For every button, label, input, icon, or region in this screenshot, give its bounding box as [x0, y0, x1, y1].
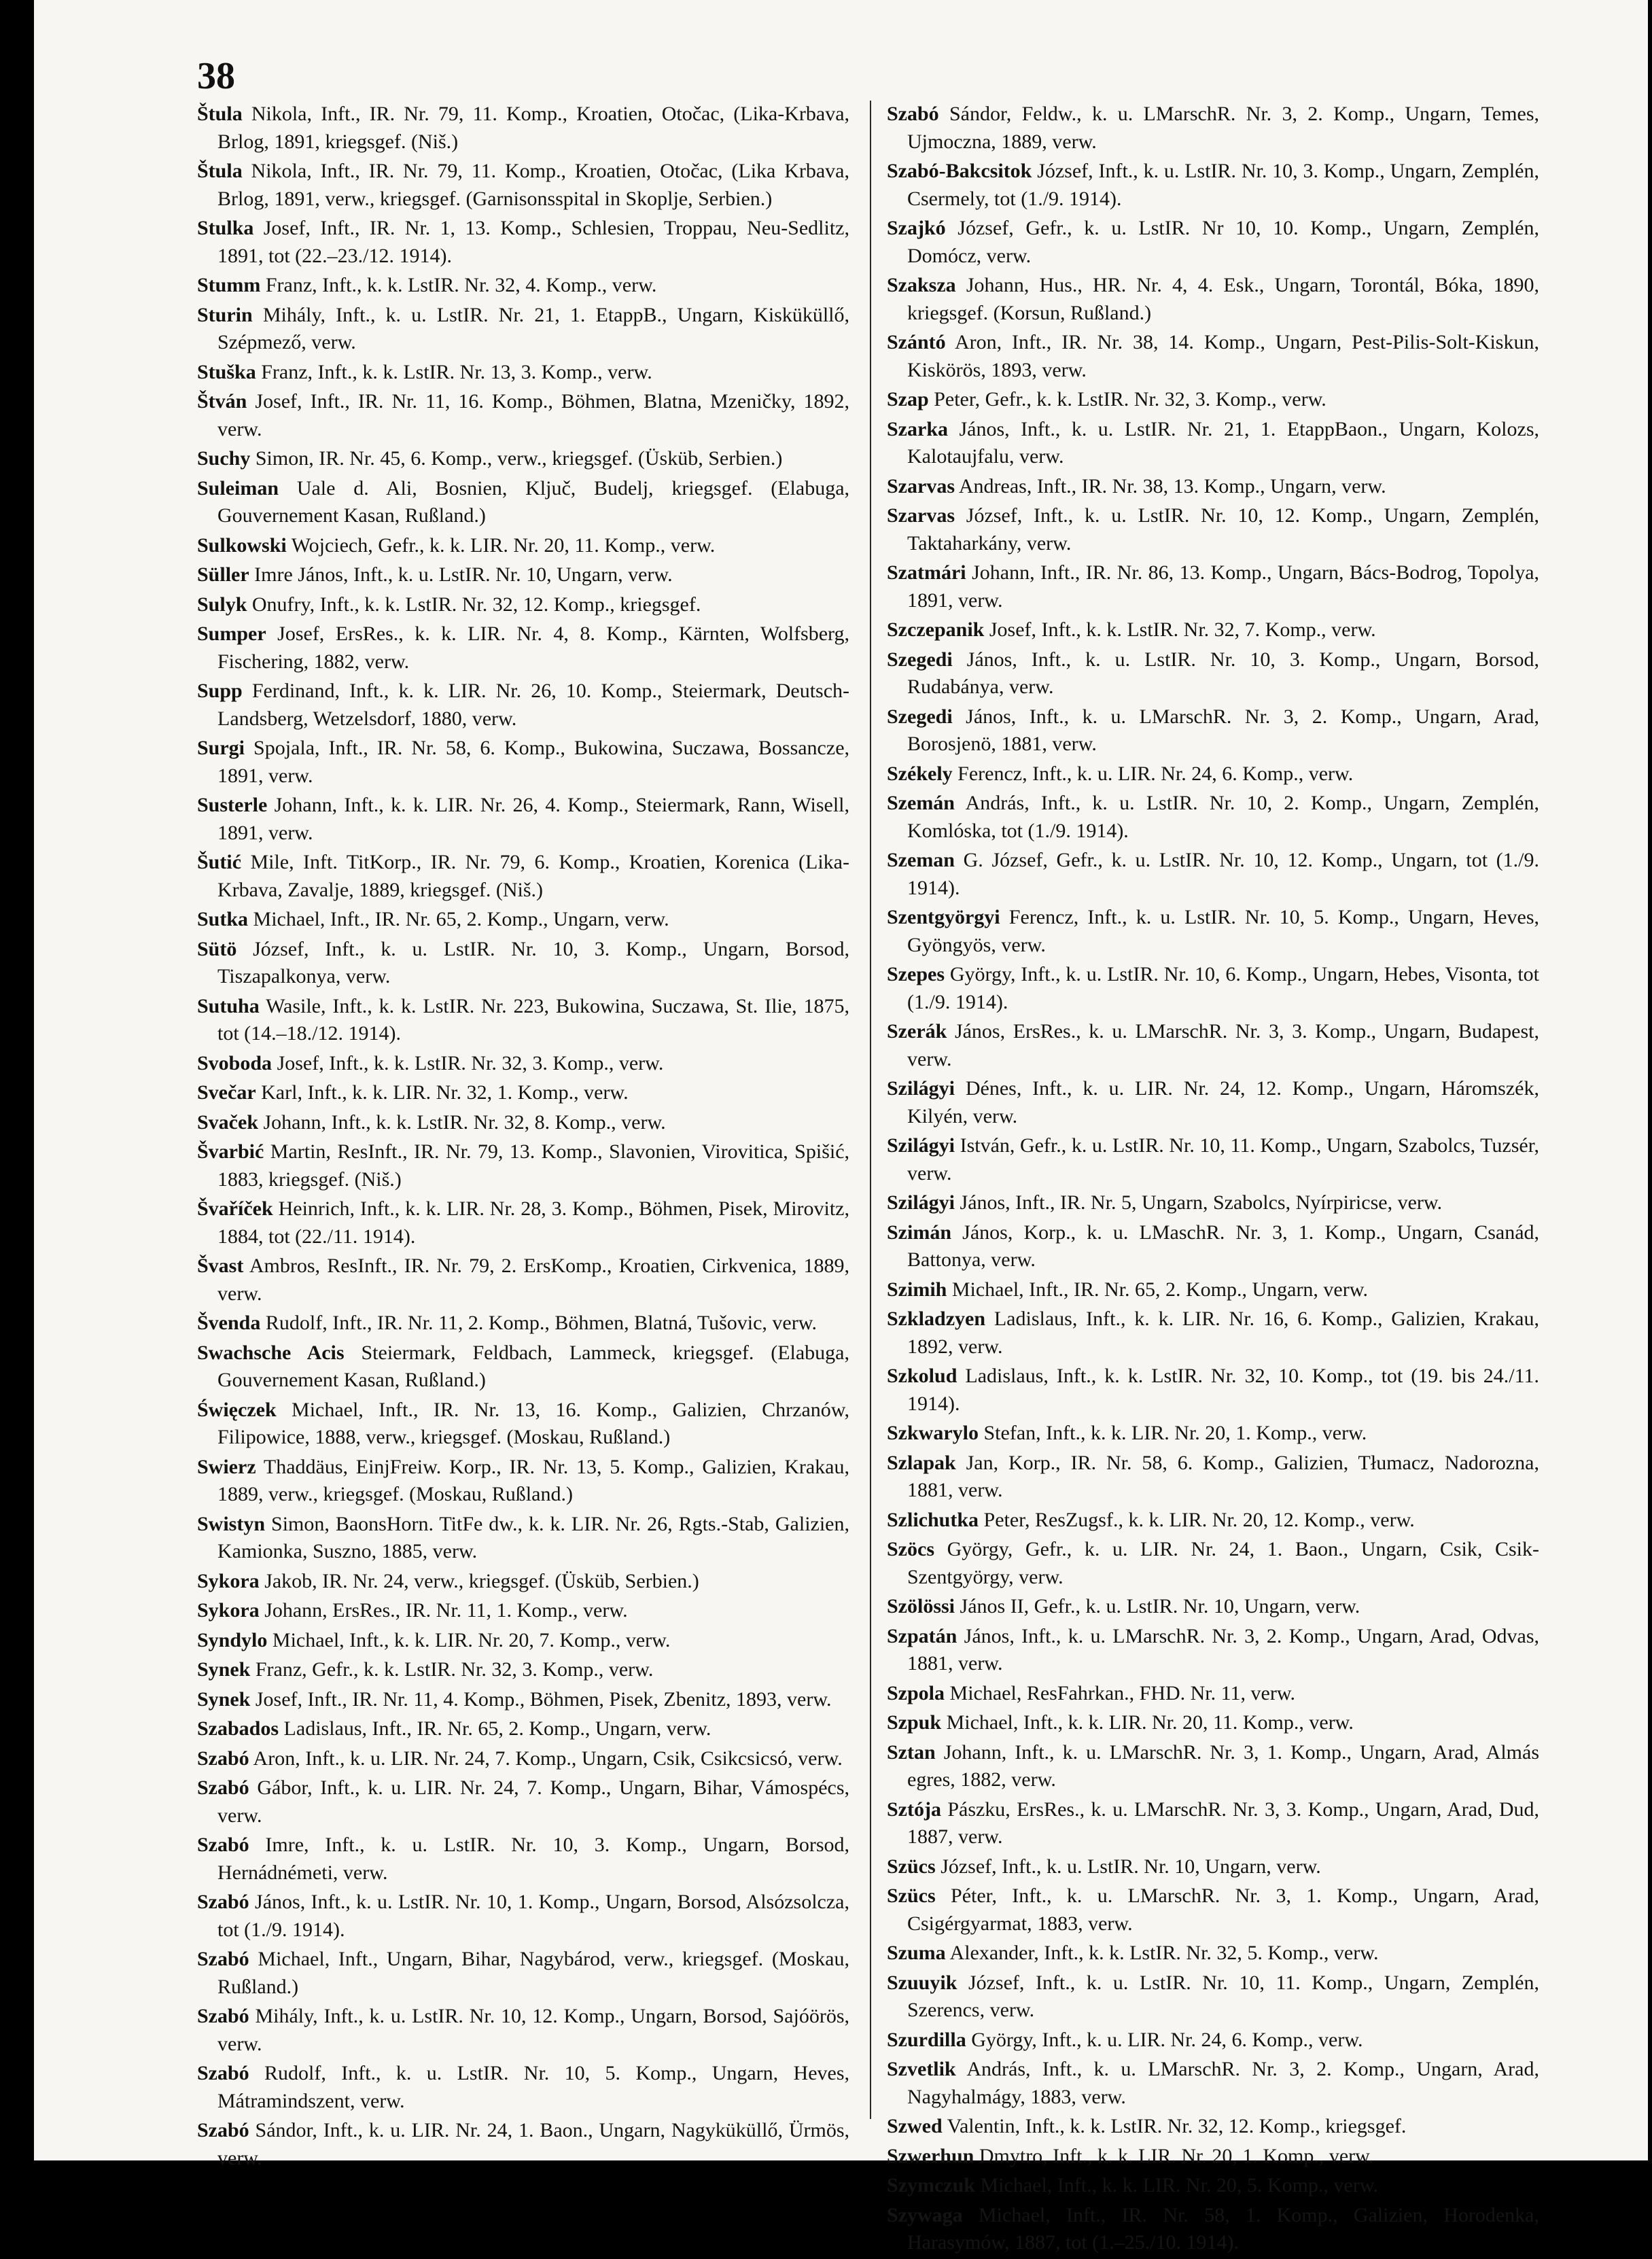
register-entry — [887, 2172, 1539, 2200]
entry-details: Andreas, Inft., IR. Nr. 38, 13. Komp., Ungarn, verw. — [958, 474, 1386, 497]
register-entry — [197, 158, 849, 213]
entry-details: Dmytro, Inft., k. k. LIR. Nr. 20, 1. Komp., verw. — [979, 2144, 1374, 2167]
register-entry — [887, 1680, 1539, 1708]
register-entry — [887, 1189, 1539, 1217]
entry-details: György, Gefr., k. u. LIR. Nr. 24, 1. Baon., Ungarn, Csik, Csik-Szentgyörgy, verw. — [907, 1538, 1540, 1588]
entry-details: Wasile, Inft., k. k. LstIR. Nr. 223, Bukowina, Suczawa, St. Ilie, 1875, tot (14.–18./12. 1914). — [217, 994, 849, 1045]
register-entry — [197, 1832, 849, 1887]
entry-details: Nikola, Inft., IR. Nr. 79, 11. Komp., Kroatien, Otočac, (Lika-Krbava, Brlog, 1891, kriegsgef. (Niš.) — [217, 103, 850, 153]
entry-details: Franz, Inft., k. k. LstIR. Nr. 13, 3. Komp., verw. — [261, 360, 652, 383]
entry-details: Thaddäus, EinjFreiw. Korp., IR. Nr. 13, 5. Komp., Galizien, Krakau, 1889, verw., kriegsgef. (Moskau, Rußland.) — [217, 1455, 849, 1505]
register-entry — [887, 1219, 1539, 1274]
register-entry — [887, 1507, 1539, 1535]
document-page — [34, 0, 1648, 2254]
entry-surname: Szpatán — [887, 1624, 957, 1647]
entry-details: János, Inft., k. u. LMarschR. Nr. 3, 2. Komp., Ungarn, Arad, Borosjenö, 1881, verw. — [907, 705, 1539, 755]
entry-surname: Szkolud — [887, 1365, 957, 1387]
register-entry — [887, 2202, 1539, 2257]
entry-details: Mihály, Inft., k. u. LstIR. Nr. 10, 12. Komp., Ungarn, Borsod, Sajóörös, verw. — [217, 2005, 849, 2055]
entry-surname: Szurdilla — [887, 2028, 966, 2051]
entry-surname: Szántó — [887, 331, 946, 353]
entry-surname: Sutka — [197, 908, 249, 930]
entry-details: Josef, ErsRes., k. k. LIR. Nr. 4, 8. Komp., Kärnten, Wolfsberg, Fischering, 1882, verw. — [217, 623, 849, 673]
register-entry — [197, 591, 849, 619]
entry-details: Nikola, Inft., IR. Nr. 79, 11. Komp., Kroatien, Otočac, (Lika Krbava, Brlog, 1891, verw., kriegsgef. (Garnisonsspital in Skoplje, Serbien.) — [217, 160, 849, 210]
register-entry — [887, 1536, 1539, 1591]
entry-details: János, Inft., k. u. LstIR. Nr. 10, 1. Komp., Ungarn, Borsod, Alsózsolcza, tot (1./9. 1914). — [217, 1891, 849, 1941]
register-entry — [197, 1253, 849, 1308]
entry-surname: Suleiman — [197, 476, 279, 500]
entry-surname: Święczek — [197, 1398, 277, 1421]
register-entry — [197, 101, 849, 156]
right-column — [887, 101, 1539, 2259]
entry-surname: Švast — [197, 1255, 244, 1277]
entry-surname: Sztan — [887, 1740, 936, 1764]
entry-surname: Szölössi — [887, 1595, 955, 1617]
entry-details: Heinrich, Inft., k. k. LIR. Nr. 28, 3. Komp., Böhmen, Pisek, Mirovitz, 1884, tot (22./11. 1914). — [217, 1197, 850, 1248]
register-entry — [887, 1853, 1539, 1881]
register-entry — [197, 1195, 849, 1250]
entry-surname: Szabó — [197, 1948, 249, 1970]
entry-details: Johann, Inft., k. u. LMarschR. Nr. 3, 1. Komp., Ungarn, Arad, Almás egres, 1882, verw. — [907, 1740, 1540, 1791]
entry-details: Michael, Inft., k. k. LIR. Nr. 20, 11. Komp., verw. — [946, 1711, 1354, 1734]
entry-surname: Švaříček — [197, 1197, 273, 1220]
entry-details: Johann, Inft., k. k. LIR. Nr. 26, 4. Komp., Steiermark, Rann, Wisell, 1891, verw. — [217, 794, 850, 844]
entry-details: Spojala, Inft., IR. Nr. 58, 6. Komp., Bukowina, Suczawa, Bossancze, 1891, verw. — [217, 737, 850, 787]
entry-surname: Szabó — [197, 2005, 249, 2027]
entry-details: Ferencz, Inft., k. u. LIR. Nr. 24, 6. Komp., verw. — [957, 762, 1354, 785]
entry-surname: Surgi — [197, 737, 245, 759]
entry-surname: Szegedi — [887, 705, 953, 728]
entry-surname: Szkladzyen — [887, 1308, 986, 1330]
entry-surname: Swachsche Acis — [197, 1341, 345, 1364]
entry-surname: Szabó — [197, 2062, 249, 2084]
entry-details: Michael, Inft., IR. Nr. 65, 2. Komp., Ungarn, verw. — [253, 908, 669, 930]
entry-surname: Szepes — [887, 963, 945, 985]
register-entry — [197, 1050, 849, 1078]
entry-surname: Szuuyik — [887, 1971, 957, 1994]
entry-details: Jakob, IR. Nr. 24, verw., kriegsgef. (Üsküb, Serbien.) — [264, 1569, 699, 1592]
register-entry — [887, 2027, 1539, 2054]
register-entry — [197, 215, 849, 270]
entry-surname: Svečar — [197, 1081, 256, 1104]
entry-details: Wojciech, Gefr., k. k. LIR. Nr. 20, 11. Komp., verw. — [291, 533, 716, 557]
register-entry — [887, 416, 1539, 471]
entry-details: András, Inft., k. u. LstIR. Nr. 10, 2. Komp., Ungarn, Zemplén, Komlóska, tot (1./9. 1914). — [907, 792, 1539, 842]
entry-surname: Szimán — [887, 1221, 952, 1244]
entry-details: János II, Gefr., k. u. LstIR. Nr. 10, Ungarn, verw. — [960, 1595, 1360, 1617]
register-entry — [887, 272, 1539, 327]
register-entry — [887, 1709, 1539, 1737]
register-entry — [197, 1946, 849, 2001]
register-entry — [887, 1940, 1539, 1967]
entry-surname: Sumper — [197, 623, 266, 645]
entry-details: György, Inft., k. u. LstIR. Nr. 10, 6. Komp., Ungarn, Hebes, Visonta, tot (1./9. 1914). — [907, 963, 1540, 1013]
register-entry — [197, 475, 849, 530]
entry-details: György, Inft., k. u. LIR. Nr. 24, 6. Komp., verw. — [971, 2028, 1363, 2051]
register-entry — [887, 329, 1539, 384]
entry-surname: Sulyk — [197, 593, 247, 616]
register-entry — [197, 792, 849, 847]
register-entry — [887, 502, 1539, 557]
entry-details: Peter, Gefr., k. k. LstIR. Nr. 32, 3. Komp., verw. — [934, 388, 1326, 410]
entry-surname: Swierz — [197, 1455, 256, 1478]
entry-surname: Stumm — [197, 274, 261, 296]
entry-details: Péter, Inft., k. u. LMarschR. Nr. 3, 1. Komp., Ungarn, Arad, Csigérgyarmat, 1883, verw. — [907, 1885, 1540, 1935]
entry-details: Michael, Inft., IR. Nr. 58, 1. Komp., Galizien, Horodenka, Harasymów, 1887, tot (1.–25./10. 1914). — [907, 2203, 1540, 2254]
register-entry — [887, 1796, 1539, 1851]
register-entry — [197, 2003, 849, 2058]
register-entry — [197, 445, 849, 473]
register-entry — [887, 559, 1539, 614]
entry-details: András, Inft., k. u. LMarschR. Nr. 3, 2. Komp., Ungarn, Arad, Nagyhalmágy, 1883, verw. — [907, 2058, 1539, 2108]
entry-details: Aron, Inft., IR. Nr. 38, 14. Komp., Ungarn, Pest-Pilis-Solt-Kiskun, Kiskörös, 1893, verw. — [907, 331, 1539, 381]
register-entry — [197, 561, 849, 589]
entry-details: Sándor, Inft., k. u. LIR. Nr. 24, 1. Baon., Ungarn, Nagyküküllő, Ürmös, verw. — [217, 2119, 849, 2169]
register-entry — [887, 473, 1539, 501]
entry-surname: Szuma — [887, 1942, 946, 1964]
register-entry — [887, 1593, 1539, 1621]
entry-surname: Szvetlik — [887, 2058, 956, 2080]
entry-details: Jan, Korp., IR. Nr. 58, 6. Komp., Galizien, Tłumacz, Nadorozna, 1881, verw. — [907, 1451, 1540, 1501]
entry-surname: Szabados — [197, 1717, 279, 1740]
entry-details: Michael, Inft., k. k. LIR. Nr. 20, 5. Komp., verw. — [980, 2174, 1378, 2196]
register-entry — [197, 302, 849, 357]
register-entry — [197, 1138, 849, 1193]
entry-details: Stefan, Inft., k. k. LIR. Nr. 20, 1. Komp., verw. — [983, 1422, 1367, 1444]
entry-details: Franz, Gefr., k. k. LstIR. Nr. 32, 3. Komp., verw. — [255, 1658, 654, 1681]
entry-details: Karl, Inft., k. k. LIR. Nr. 32, 1. Komp., verw. — [261, 1081, 629, 1104]
entry-details: János, Korp., k. u. LMaschR. Nr. 3, 1. Komp., Ungarn, Csanád, Battonya, verw. — [907, 1221, 1540, 1271]
entry-surname: Šutić — [197, 851, 242, 873]
entry-surname: Sutuha — [197, 994, 260, 1017]
entry-surname: Szilágyi — [887, 1134, 955, 1157]
entry-details: Alexander, Inft., k. k. LstIR. Nr. 32, 5. Komp., verw. — [949, 1942, 1379, 1964]
entry-surname: Štván — [197, 390, 247, 413]
register-entry — [887, 2113, 1539, 2141]
entry-details: Uale d. Ali, Bosnien, Ključ, Budelj, kriegsgef. (Elabuga, Gouvernement Kasan, Rußland.) — [217, 476, 850, 527]
entry-surname: Supp — [197, 680, 243, 702]
register-entry — [887, 386, 1539, 414]
entry-details: József, Inft., k. u. LstIR. Nr. 10, 3. Komp., Ungarn, Borsod, Tiszapalkonya, verw. — [217, 937, 849, 987]
entry-surname: Szentgyörgyi — [887, 906, 1000, 928]
entry-details: Ferdinand, Inft., k. k. LIR. Nr. 26, 10. Komp., Steiermark, Deutsch-Landsberg, Wetzelsdorf, 1880, verw. — [217, 680, 850, 730]
entry-details: János, Inft., k. u. LMarschR. Nr. 3, 2. Komp., Ungarn, Arad, Odvas, 1881, verw. — [907, 1624, 1540, 1675]
register-entry — [197, 849, 849, 904]
register-entry — [197, 1686, 849, 1714]
entry-details: Ferencz, Inft., k. u. LstIR. Nr. 10, 5. Komp., Ungarn, Heves, Gyöngyös, verw. — [907, 906, 1540, 956]
entry-surname: Szywaga — [887, 2203, 963, 2226]
entry-details: József, Inft., k. u. LstIR. Nr. 10, 12. Komp., Ungarn, Zemplén, Taktaharkány, verw. — [907, 504, 1540, 555]
entry-surname: Štula — [197, 160, 243, 182]
entry-details: Johann, ErsRes., IR. Nr. 11, 1. Komp., verw. — [264, 1599, 628, 1622]
entry-details: Michael, Inft., k. k. LIR. Nr. 20, 7. Komp., verw. — [272, 1628, 671, 1651]
entry-surname: Szajkó — [887, 217, 946, 239]
entry-surname: Synek — [197, 1658, 251, 1681]
entry-surname: Szabó — [197, 1891, 249, 1913]
entry-details: Pászku, ErsRes., k. u. LMarschR. Nr. 3, 3. Komp., Ungarn, Arad, Dud, 1887, verw. — [907, 1798, 1540, 1848]
register-entry — [887, 1739, 1539, 1794]
entry-surname: Szöcs — [887, 1538, 934, 1560]
register-entry — [887, 2056, 1539, 2111]
entry-details: Josef, Inft., IR. Nr. 11, 16. Komp., Böhmen, Blatna, Mzeničky, 1892, verw. — [217, 390, 849, 440]
column-divider — [870, 101, 871, 2119]
entry-surname: Sturin — [197, 303, 253, 326]
entry-surname: Szatmári — [887, 561, 966, 584]
entry-details: Rudolf, Inft., IR. Nr. 11, 2. Komp., Böhmen, Blatná, Tušovic, verw. — [265, 1312, 817, 1334]
entry-surname: Szymczuk — [887, 2174, 975, 2196]
entry-surname: Svoboda — [197, 1051, 273, 1074]
entry-surname: Süller — [197, 563, 249, 586]
entry-surname: Sykora — [197, 1599, 260, 1622]
register-entry — [197, 678, 849, 733]
register-entry — [197, 1109, 849, 1137]
entry-details: Ladislaus, Inft., k. k. LIR. Nr. 16, 6. Komp., Galizien, Krakau, 1892, verw. — [907, 1308, 1539, 1358]
register-entry — [197, 1597, 849, 1625]
register-entry — [887, 1623, 1539, 1678]
entry-details: József, Inft., k. u. LstIR. Nr. 10, Ungarn, verw. — [941, 1855, 1321, 1878]
entry-surname: Szabó — [197, 1776, 249, 1799]
entry-surname: Svaček — [197, 1110, 258, 1134]
entry-details: Dénes, Inft., k. u. LIR. Nr. 24, 12. Komp., Ungarn, Háromszék, Kilyén, verw. — [907, 1077, 1539, 1127]
register-entry — [887, 2143, 1539, 2171]
register-entry — [887, 760, 1539, 788]
entry-details: Josef, Inft., k. k. LstIR. Nr. 32, 7. Komp., verw. — [989, 618, 1376, 641]
entry-surname: Szücs — [887, 1855, 936, 1878]
entry-surname: Szeman — [887, 849, 955, 871]
entry-surname: Szaksza — [887, 274, 956, 296]
register-entry — [887, 1075, 1539, 1130]
entry-surname: Szabó — [197, 1747, 249, 1770]
register-entry — [197, 906, 849, 934]
entry-details: Michael, Inft., Ungarn, Bihar, Nagybárod, verw., kriegsgef. (Moskau, Rußland.) — [217, 1948, 849, 1998]
entry-surname: Swistyn — [197, 1512, 266, 1535]
register-entry — [887, 158, 1539, 213]
left-column — [197, 101, 849, 2174]
register-entry — [887, 1276, 1539, 1304]
register-entry — [197, 620, 849, 676]
register-entry — [887, 1882, 1539, 1938]
entry-surname: Szilágyi — [887, 1191, 955, 1214]
entry-details: Johann, Inft., IR. Nr. 86, 13. Komp., Ungarn, Bács-Bodrog, Topolya, 1891, verw. — [907, 561, 1540, 612]
entry-details: Franz, Inft., k. k. LstIR. Nr. 32, 4. Komp., verw. — [265, 274, 657, 296]
entry-surname: Stulka — [197, 217, 254, 239]
register-entry — [887, 1420, 1539, 1448]
entry-surname: Szemán — [887, 792, 955, 814]
entry-surname: Syndylo — [197, 1628, 268, 1651]
register-entry — [887, 1450, 1539, 1505]
entry-details: Simon, IR. Nr. 45, 6. Komp., verw., kriegsgef. (Üsküb, Serbien.) — [255, 447, 783, 470]
entry-surname: Szarvas — [887, 504, 955, 527]
entry-surname: Sykora — [197, 1569, 260, 1592]
register-entry — [887, 646, 1539, 701]
entry-details: Ladislaus, Inft., IR. Nr. 65, 2. Komp., Ungarn, verw. — [283, 1717, 711, 1740]
entry-surname: Sztója — [887, 1798, 941, 1821]
entry-details: Imre János, Inft., k. u. LstIR. Nr. 10, Ungarn, verw. — [254, 563, 673, 586]
entry-details: János, Inft., k. u. LstIR. Nr. 21, 1. EtappBaon., Ungarn, Kolozs, Kalotaujfalu, verw. — [907, 417, 1540, 468]
entry-details: Rudolf, Inft., k. u. LstIR. Nr. 10, 5. Komp., Ungarn, Heves, Mátramindszent, verw. — [217, 2062, 849, 2112]
register-entry — [887, 1132, 1539, 1187]
entry-details: Ambros, ResInft., IR. Nr. 79, 2. ErsKomp., Kroatien, Cirkvenica, 1889, verw. — [217, 1255, 849, 1305]
register-entry — [197, 532, 849, 560]
entry-surname: Szegedi — [887, 648, 953, 671]
entry-surname: Szücs — [887, 1885, 936, 1907]
entry-details: Johann, Hus., HR. Nr. 4, 4. Esk., Ungarn, Torontál, Bóka, 1890, kriegsgef. (Korsun, Rußland.) — [907, 274, 1540, 324]
register-entry — [197, 735, 849, 790]
register-entry — [197, 388, 849, 443]
entry-details: Josef, Inft., IR. Nr. 11, 4. Komp., Böhmen, Pisek, Zbenitz, 1893, verw. — [255, 1687, 832, 1711]
register-entry — [197, 1339, 849, 1395]
entry-details: József, Gefr., k. u. LstIR. Nr 10, 10. Komp., Ungarn, Zemplén, Domócz, verw. — [907, 217, 1539, 267]
entry-surname: Stuška — [197, 360, 256, 383]
entry-surname: Sulkowski — [197, 533, 287, 557]
entry-details: Josef, Inft., k. k. LstIR. Nr. 32, 3. Komp., verw. — [277, 1051, 664, 1074]
register-entry — [197, 1715, 849, 1743]
register-entry — [887, 616, 1539, 644]
entry-details: G. József, Gefr., k. u. LstIR. Nr. 10, 12. Komp., Ungarn, tot (1./9. 1914). — [907, 849, 1539, 899]
entry-surname: Suchy — [197, 447, 251, 470]
entry-details: János, Inft., k. u. LstIR. Nr. 10, 3. Komp., Ungarn, Borsod, Rudabánya, verw. — [907, 648, 1540, 698]
register-entry — [197, 1656, 849, 1684]
register-entry — [197, 1889, 849, 1944]
entry-details: József, Inft., k. u. LstIR. Nr. 10, 3. Komp., Ungarn, Zemplén, Csermely, tot (1./9. 1914). — [907, 160, 1540, 210]
register-entry — [887, 1969, 1539, 2025]
page-number: 38 — [197, 55, 235, 97]
entry-details: Josef, Inft., IR. Nr. 1, 13. Komp., Schlesien, Troppau, Neu-Sedlitz, 1891, tot (22.–23./12. 1914). — [217, 217, 850, 267]
entry-surname: Szabó — [197, 1834, 249, 1856]
entry-details: Onufry, Inft., k. k. LstIR. Nr. 32, 12. Komp., kriegsgef. — [251, 593, 701, 616]
register-entry — [887, 790, 1539, 845]
entry-details: Peter, ResZugsf., k. k. LIR. Nr. 20, 12. Komp., verw. — [983, 1508, 1415, 1531]
register-entry — [197, 1454, 849, 1509]
entry-surname: Szarvas — [887, 474, 955, 497]
entry-surname: Szilágyi — [887, 1077, 955, 1100]
register-entry — [887, 904, 1539, 959]
register-entry — [197, 359, 849, 387]
entry-surname: Szimih — [887, 1278, 947, 1301]
entry-surname: Szerák — [887, 1020, 947, 1043]
register-entry — [197, 272, 849, 300]
register-entry — [197, 1079, 849, 1107]
entry-surname: Szpuk — [887, 1711, 942, 1734]
entry-details: Johann, Inft., k. k. LstIR. Nr. 32, 8. Komp., verw. — [263, 1110, 666, 1134]
entry-details: Sándor, Feldw., k. u. LMarschR. Nr. 3, 2. Komp., Ungarn, Temes, Ujmoczna, 1889, verw. — [907, 103, 1540, 153]
entry-details: Aron, Inft., k. u. LIR. Nr. 24, 7. Komp., Ungarn, Csik, Csikcsicsó, verw. — [253, 1747, 843, 1770]
register-entry — [197, 1568, 849, 1596]
register-entry — [197, 1745, 849, 1773]
entry-details: Michael, Inft., IR. Nr. 65, 2. Komp., Ungarn, verw. — [951, 1278, 1368, 1301]
entry-surname: Szap — [887, 388, 929, 410]
register-entry — [887, 961, 1539, 1016]
register-entry — [887, 703, 1539, 758]
entry-surname: Štula — [197, 103, 243, 125]
entry-surname: Synek — [197, 1687, 251, 1711]
entry-details: Ladislaus, Inft., k. k. LstIR. Nr. 32, 10. Komp., tot (19. bis 24./11. 1914). — [907, 1365, 1539, 1415]
register-entry — [197, 993, 849, 1048]
entry-surname: Szwerhun — [887, 2144, 974, 2167]
entry-details: Mihály, Inft., k. u. LstIR. Nr. 21, 1. EtappB., Ungarn, Kisküküllő, Szépmező, verw. — [217, 303, 849, 353]
entry-details: Mile, Inft. TitKorp., IR. Nr. 79, 6. Komp., Kroatien, Korenica (Lika-Krbava, Zavalje, 1889, kriegsgef. (Niš.) — [217, 851, 849, 901]
entry-surname: Susterle — [197, 794, 268, 816]
entry-surname: Švarbić — [197, 1140, 264, 1163]
register-entry — [887, 101, 1539, 156]
register-entry — [197, 2060, 849, 2115]
register-entry — [887, 1018, 1539, 1073]
register-entry — [197, 1397, 849, 1452]
entry-details: János, Inft., IR. Nr. 5, Ungarn, Szabolcs, Nyírpiricse, verw. — [960, 1191, 1443, 1214]
entry-surname: Szlichutka — [887, 1508, 979, 1531]
register-entry — [887, 1363, 1539, 1418]
entry-surname: Szabó — [197, 2119, 249, 2141]
entry-surname: Sütö — [197, 937, 237, 960]
register-entry — [197, 936, 849, 991]
entry-surname: Szarka — [887, 417, 948, 440]
register-entry — [887, 215, 1539, 270]
register-entry — [887, 847, 1539, 902]
entry-surname: Švenda — [197, 1312, 261, 1334]
entry-details: Michael, Inft., IR. Nr. 13, 16. Komp., Galizien, Chrzanów, Filipowice, 1888, verw., kriegsgef. (Moskau, Rußland.) — [217, 1398, 850, 1448]
entry-surname: Szwed — [887, 2115, 943, 2137]
register-entry — [197, 2117, 849, 2172]
entry-surname: Székely — [887, 762, 953, 785]
entry-details: Imre, Inft., k. u. LstIR. Nr. 10, 3. Komp., Ungarn, Borsod, Hernádnémeti, verw. — [217, 1834, 849, 1884]
entry-details: Valentin, Inft., k. k. LstIR. Nr. 32, 12. Komp., kriegsgef. — [947, 2115, 1407, 2137]
register-entry — [887, 1306, 1539, 1361]
entry-details: Martin, ResInft., IR. Nr. 79, 13. Komp., Slavonien, Virovitica, Spišić, 1883, kriegsgef. (Niš.) — [217, 1140, 850, 1191]
entry-surname: Szczepanik — [887, 618, 985, 641]
entry-surname: Szlapak — [887, 1451, 956, 1474]
entry-details: Steiermark, Feldbach, Lammeck, kriegsgef. (Elabuga, Gouvernement Kasan, Rußland.) — [217, 1341, 849, 1391]
entry-surname: Szkwarylo — [887, 1422, 979, 1444]
entry-details: Michael, ResFahrkan., FHD. Nr. 11, verw. — [949, 1681, 1296, 1704]
entry-surname: Szpola — [887, 1681, 945, 1704]
entry-details: Gábor, Inft., k. u. LIR. Nr. 24, 7. Komp., Ungarn, Bihar, Vámospécs, verw. — [217, 1776, 850, 1827]
entry-details: János, ErsRes., k. u. LMarschR. Nr. 3, 3. Komp., Ungarn, Budapest, verw. — [907, 1020, 1539, 1070]
entry-surname: Szabó — [887, 103, 939, 125]
register-entry — [197, 1774, 849, 1829]
entry-surname: Szabó-Bakcsitok — [887, 160, 1032, 182]
entry-details: József, Inft., k. u. LstIR. Nr. 10, 11. Komp., Ungarn, Zemplén, Szerencs, verw. — [907, 1971, 1539, 2021]
entry-details: István, Gefr., k. u. LstIR. Nr. 10, 11. Komp., Ungarn, Szabolcs, Tuzsér, verw. — [907, 1134, 1539, 1185]
register-entry — [197, 1310, 849, 1337]
register-entry — [197, 1511, 849, 1566]
register-entry — [197, 1627, 849, 1655]
entry-details: Simon, BaonsHorn. TitFe dw., k. k. LIR. Nr. 26, Rgts.-Stab, Galizien, Kamionka, Suszno, 1885, verw. — [217, 1512, 850, 1562]
